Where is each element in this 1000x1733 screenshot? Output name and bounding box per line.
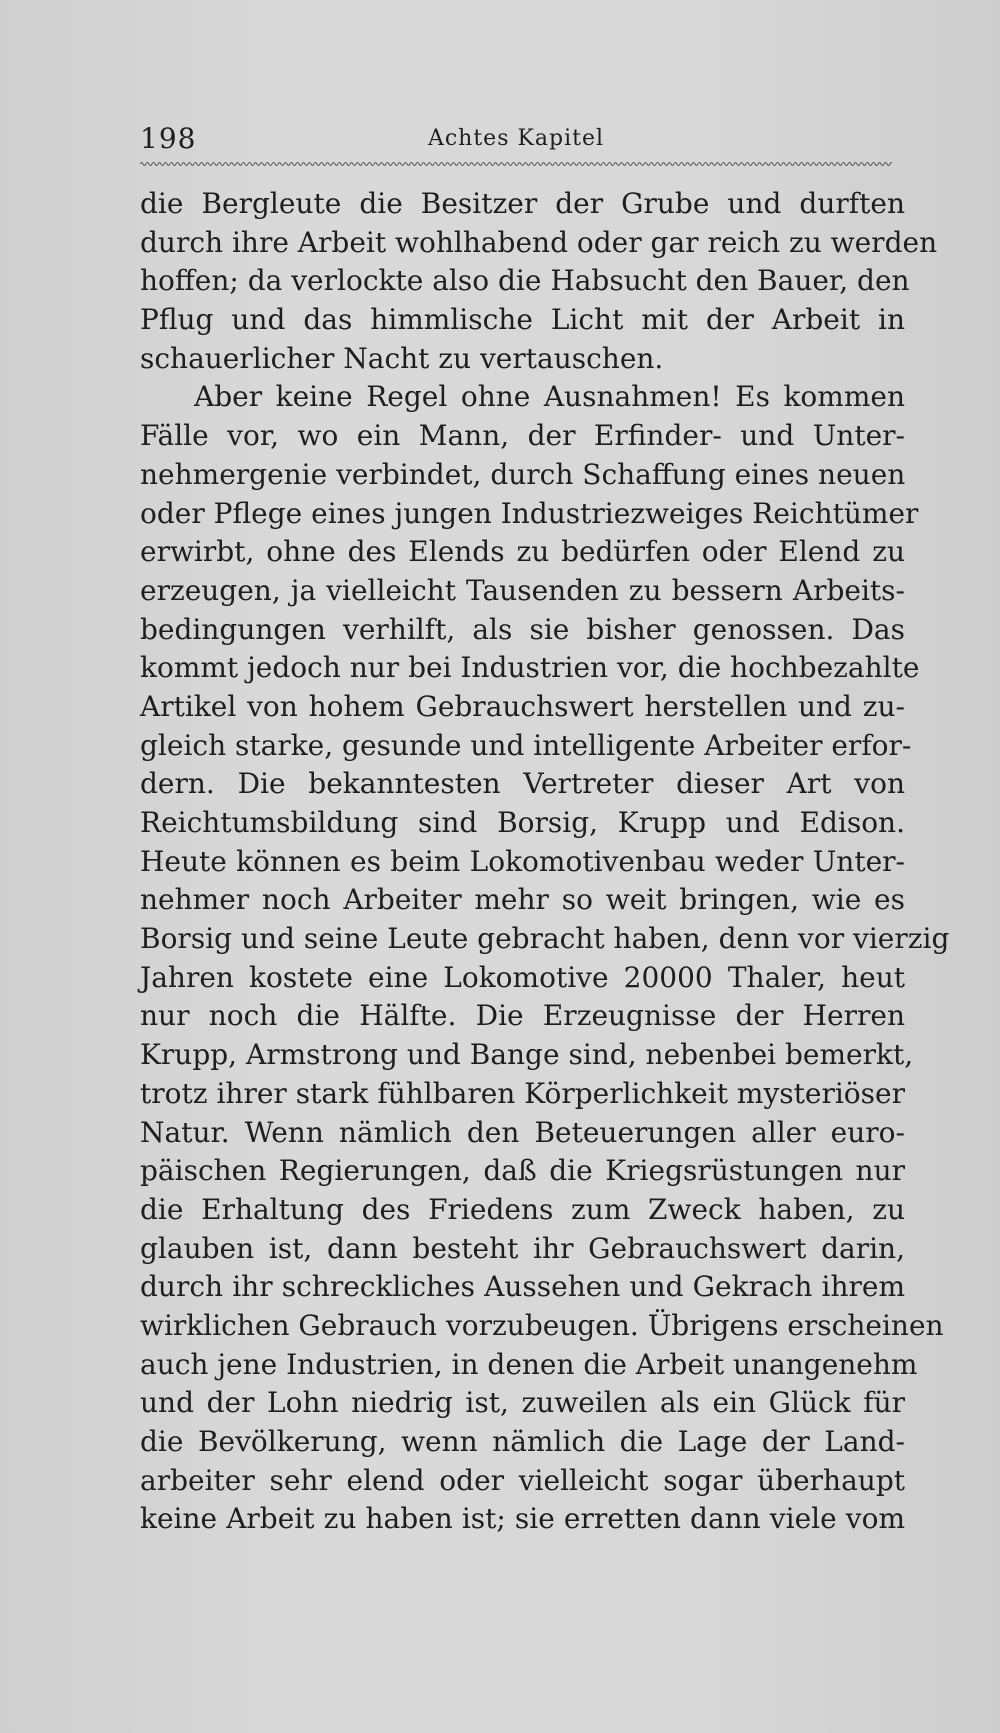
text-line: nehmergenie verbindet, durch Schaffung eines neuen (140, 457, 906, 491)
text-line: Heute können es beim Lokomotivenbau weder Unter- (140, 844, 905, 878)
text-line: auch jene Industrien, in denen die Arbeit unangenehm (140, 1347, 918, 1381)
text-line: erzeugen, ja vielleicht Tausenden zu bessern Arbeits- (140, 573, 905, 607)
text-line: gleich starke, gesunde und intelligente Arbeiter erfor- (140, 728, 912, 762)
text-line: durch ihr schreckliches Aussehen und Gekrach ihrem (140, 1270, 905, 1304)
text-line: glauben ist, dann besteht ihr Gebrauchswert darin, (140, 1231, 905, 1265)
text-line: nur noch die Hälfte. Die Erzeugnisse der Herren (140, 999, 905, 1033)
text-line: Natur. Wenn nämlich den Beteuerungen aller euro- (140, 1115, 905, 1149)
text-line: oder Pflege eines jungen Industriezweiges Reichtümer (140, 496, 919, 530)
page-header (140, 118, 892, 158)
text-line: Artikel von hohem Gebrauchswert herstellen und zu- (140, 689, 905, 723)
text-line: Krupp, Armstrong und Bange sind, nebenbei bemerkt, (140, 1038, 914, 1072)
text-line: die Bergleute die Besitzer der Grube und durften (140, 187, 905, 220)
page-number: 198 (140, 122, 197, 155)
header-rule (140, 160, 892, 168)
text-line: arbeiter sehr elend oder vielleicht sogar überhaupt (140, 1463, 905, 1497)
text-line: Borsig und seine Leute gebracht haben, denn vor vierzig (140, 922, 950, 956)
body-text (140, 185, 950, 1539)
text-line: hoffen; da verlockte also die Habsucht den Bauer, den (140, 264, 910, 298)
text-line: trotz ihrer stark fühlbaren Körperlichkeit mysteriöser (140, 1076, 905, 1110)
running-title: Achtes Kapitel (427, 126, 605, 151)
text-line: keine Arbeit zu haben ist; sie erretten dann viele vom (140, 1502, 905, 1536)
text-line: bedingungen verhilft, als sie bisher genossen. Das (140, 612, 905, 646)
text-line: päischen Regierungen, daß die Kriegsrüstungen nur (140, 1154, 905, 1188)
text-line: wirklichen Gebrauch vorzubeugen. Übrigens erscheinen (140, 1308, 944, 1342)
text-line: Jahren kostete eine Lokomotive 20000 Thaler, heut (140, 960, 905, 994)
text-line: Aber keine Regel ohne Ausnahmen! Es kommen (194, 380, 905, 414)
text-line: nehmer noch Arbeiter mehr so weit bringen, wie es (140, 883, 905, 917)
text-line: Pflug und das himmlische Licht mit der Arbeit in (140, 303, 905, 337)
text-line: Fälle vor, wo ein Mann, der Erfinder- und Unter- (140, 419, 905, 453)
text-line: schauerlicher Nacht zu vertauschen. (140, 341, 664, 375)
text-line: erwirbt, ohne des Elends zu bedürfen oder Elend zu (140, 535, 905, 569)
text-line: Reichtumsbildung sind Borsig, Krupp und Edison. (140, 806, 905, 839)
text-line: durch ihre Arbeit wohlhabend oder gar reich zu werden (140, 225, 938, 259)
text-line: und der Lohn niedrig ist, zuweilen als ein Glück für (140, 1386, 905, 1420)
text-line: kommt jedoch nur bei Industrien vor, die hochbezahlte (140, 651, 920, 685)
text-line: dern. Die bekanntesten Vertreter dieser Art von (140, 767, 905, 801)
text-line: die Erhaltung des Friedens zum Zweck haben, zu (140, 1192, 905, 1226)
text-line: die Bevölkerung, wenn nämlich die Lage der Land- (140, 1425, 905, 1458)
